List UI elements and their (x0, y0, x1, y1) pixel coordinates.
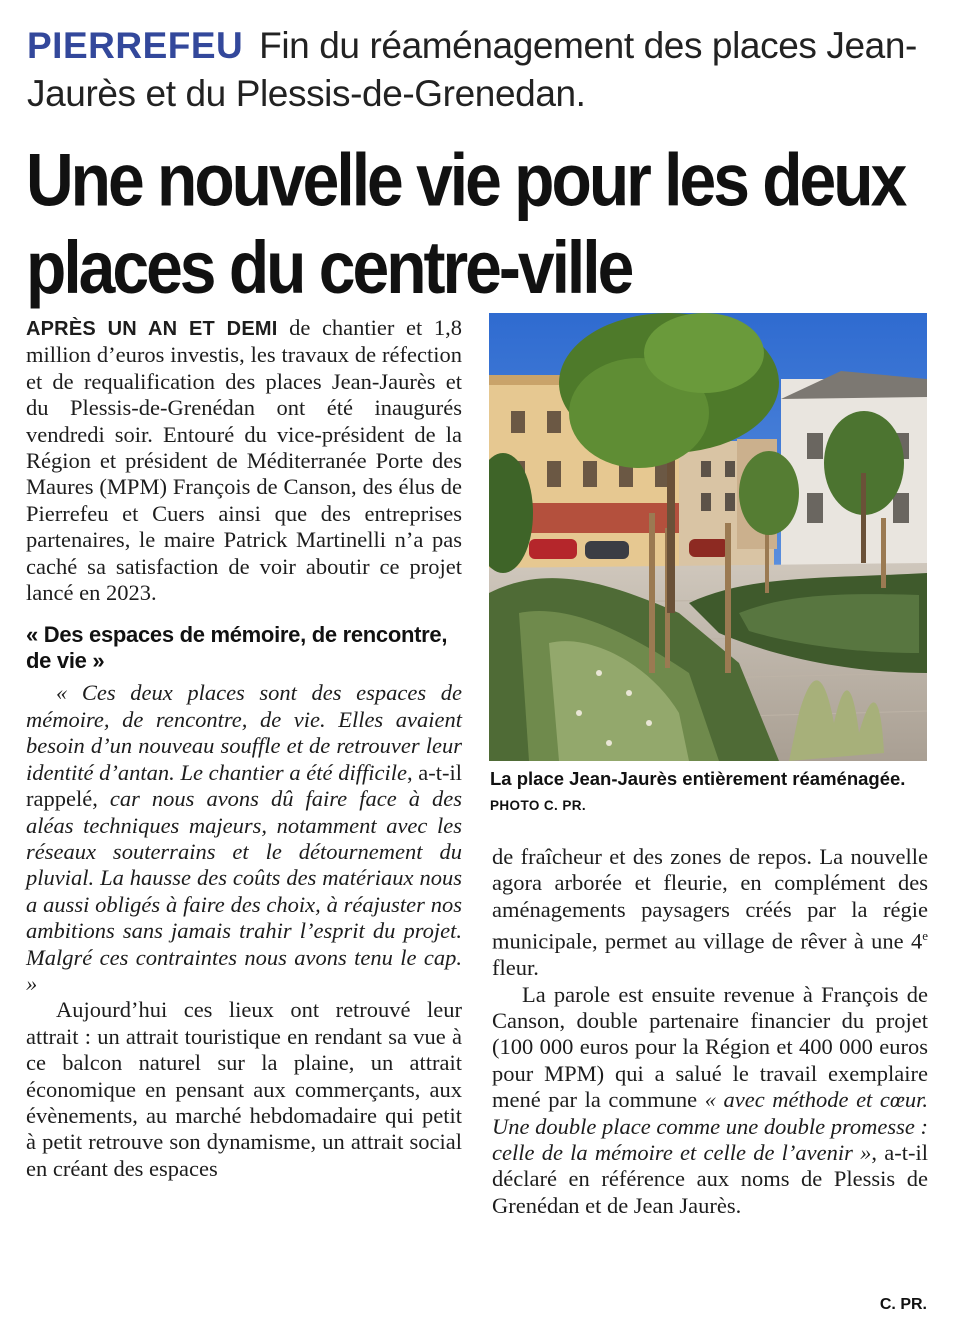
article-column-1 (26, 315, 462, 1182)
intro-paragraph (26, 315, 462, 606)
paragraph-3: Aujourd’hui ces lieux ont retrouvé leur attrait : un attrait touristique en rendant sa vue à ce balcon naturel sur la plaine, un attrait économique en pensant aux commerçants, aux évènements, au marché hebdomadaire qui petit à petit retrouve son dynamisme, un attrait social en créant des espaces (26, 997, 462, 1181)
paragraph-3-continued (492, 844, 928, 982)
subhead: « Des espaces de mémoire, de rencontre, de vie » (26, 622, 448, 674)
quote-attribution: , a-t-il rappelé, (26, 759, 462, 812)
paragraph-4 (492, 982, 928, 1220)
place-jean-jaures-photo (489, 313, 927, 761)
author-signature: C. PR. (879, 1296, 927, 1313)
quote-part-b: car nous avons dû faire face à des aléas techniques majeurs, notamment avec les réseaux souterrains et le détournement du pluvial. La hausse des coûts des matériaux nous a aussi obligés à faire des choix, à réajuster nos ambitions sans jamais trahir l’esprit du projet. Malgré ces contraintes nous avons tenu le cap. » (26, 786, 462, 996)
para3-cont: de fraîcheur et des zones de repos. La nouvelle agora arborée et fleurie, en complément des aménagements paysagers créés par la régie municipale, permet au village de rêver à une 4 (492, 844, 928, 954)
kicker-text: Fin du réaménagement des places Jean-Jaurès et du Plessis-de-Grenedan. (27, 25, 917, 114)
lead-in: APRÈS UN AN ET DEMI (26, 318, 278, 340)
para4-b: , a-t-il déclaré en référence aux noms de Plessis de Grenédan et de Jean Jaurès. (492, 1139, 928, 1218)
ordinal-suffix: e (922, 928, 928, 944)
photo (489, 313, 927, 761)
kicker-town: PIERREFEU (27, 25, 244, 66)
para4-quote: « avec méthode et cœur. Une double place comme une double promesse : celle de la mémoire et celle de l’avenir » (492, 1087, 928, 1165)
caption-text: La place Jean-Jaurès entièrement réaménagée. (490, 768, 906, 789)
photo-caption (490, 766, 930, 818)
quote-paragraph (26, 680, 462, 997)
photo-credit: PHOTO C. PR. (490, 798, 587, 813)
para4-a: La parole est ensuite revenue à François de Canson, double partenaire financier du projet (100 000 euros pour la Région et 400 000 euros pour MPM) qui a salué le travail exemplaire mené par la commune (492, 981, 928, 1113)
kicker (27, 22, 937, 118)
article-column-2 (492, 844, 928, 1219)
intro-text: de chantier et 1,8 million d’euros investis, les travaux de réfection et de requalification des places Jean-Jaurès et du Plessis-de-Grenédan ont été inaugurés vendredi soir. Entouré du vice-président de la Région et président de Méditerranée Porte des Maures (MPM) François de Canson, des élus de Pierrefeu et Cuers ainsi que des entreprises partenaires, le maire Patrick Martinelli n’a pas caché sa satisfaction de voir aboutir ce projet lancé en 2023. (26, 315, 462, 606)
para3-end: fleur. (492, 955, 539, 981)
quote-part-a: « Ces deux places sont des espaces de mémoire, de rencontre, de vie. Elles avaient besoin d’un nouveau souffle et de retrouver leur identité d’antan. Le chantier a été difficile (26, 680, 462, 785)
headline: Une nouvelle vie pour les deux places du centre-ville (26, 138, 905, 309)
